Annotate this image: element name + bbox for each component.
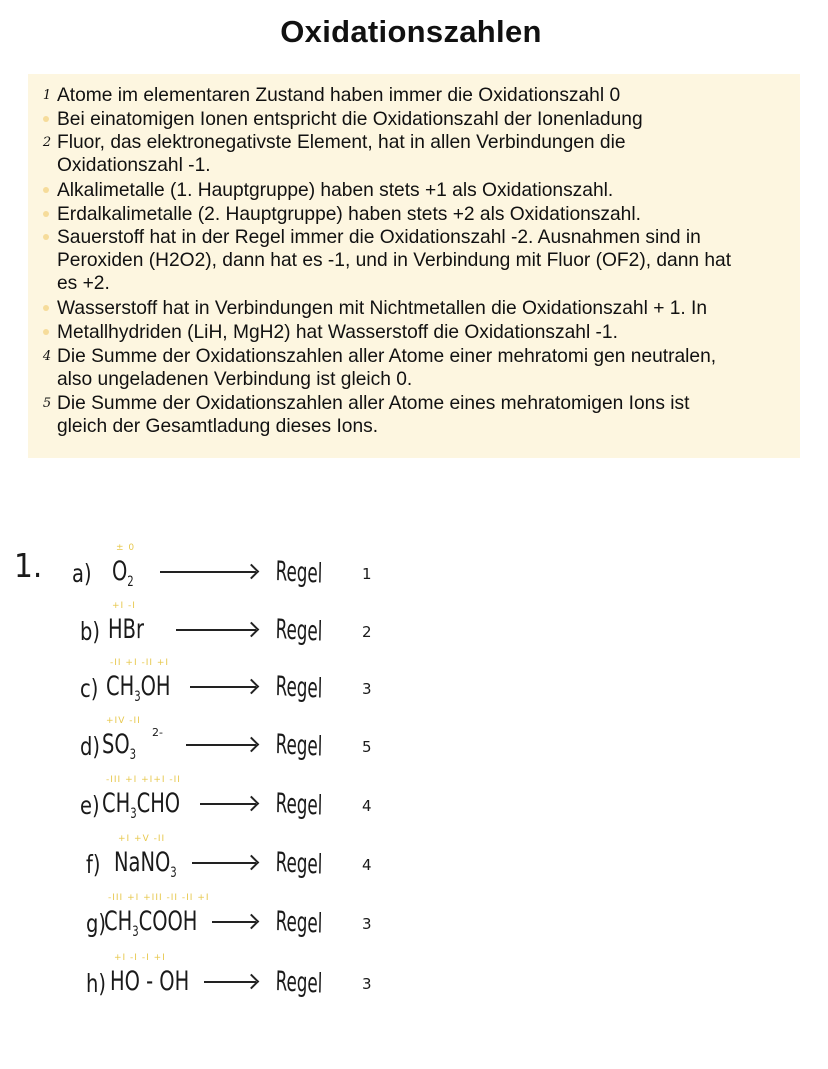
regel-word: Regel	[275, 556, 323, 590]
rule-number: 1	[42, 88, 52, 103]
chemical-formula: $CH_3COOH$	[104, 906, 198, 940]
rule-item	[28, 131, 800, 178]
regel-word: Regel	[275, 847, 323, 881]
rules-box	[28, 74, 800, 458]
rule-item	[28, 179, 800, 203]
rule-text	[57, 345, 792, 391]
arrow-icon	[212, 921, 256, 923]
exercise-row	[0, 545, 828, 603]
rule-number: 2	[42, 135, 52, 151]
regel-word: Regel	[275, 966, 323, 1000]
rule-text	[57, 297, 792, 320]
arrow-icon	[204, 981, 256, 983]
rule-line: also ungeladenen Verbindung ist gleich 0.	[57, 368, 413, 390]
rule-item	[28, 226, 800, 297]
regel-number: 1	[362, 565, 372, 583]
oxidation-numbers: ± 0	[116, 543, 136, 553]
exercise-label: f)	[86, 850, 101, 879]
regel-word: Regel	[275, 614, 323, 648]
rule-line: Peroxiden (H2O2), dann hat es -1, und in Verbindung mit Fluor (OF2), dann hat	[57, 250, 732, 272]
rule-line: Die Summe der Oxidationszahlen aller Atome einer mehratomi gen neutralen,	[57, 345, 717, 367]
regel-number: 4	[362, 856, 372, 874]
oxidation-numbers: -II +I -II +I	[110, 658, 170, 668]
rule-text	[57, 108, 792, 131]
rule-line: Die Summe der Oxidationszahlen aller Atome eines mehratomigen Ions ist	[57, 393, 690, 415]
oxidation-numbers: +I -I -I +I	[114, 953, 166, 963]
exercise-row	[0, 603, 828, 661]
regel-number: 5	[362, 738, 372, 756]
regel-word: Regel	[275, 671, 323, 705]
rule-line: Bei einatomigen Ionen entspricht die Oxidationszahl der Ionenladung	[57, 108, 643, 130]
oxidation-numbers: +I -I	[112, 601, 136, 611]
rule-line: Oxidationszahl -1.	[57, 155, 211, 177]
regel-number: 3	[362, 680, 372, 698]
exercise-label: d)	[80, 732, 100, 761]
oxidation-numbers: -III +I +I+I -II	[106, 775, 181, 785]
rule-item	[28, 84, 800, 108]
rule-line: Metallhydriden (LiH, MgH2) hat Wasserstoff die Oxidationszahl -1.	[57, 322, 618, 343]
rule-item	[28, 297, 800, 321]
bullet-icon	[43, 305, 49, 311]
rule-text	[57, 226, 792, 295]
rule-line: Fluor, das elektronegativste Element, hat in allen Verbindungen die	[57, 132, 626, 154]
regel-number: 2	[362, 623, 372, 641]
arrow-icon	[192, 862, 256, 864]
bullet-icon	[43, 329, 49, 335]
exercise-label: e)	[80, 791, 100, 820]
chemical-formula: $O_2$	[112, 556, 134, 590]
rule-line: Wasserstoff hat in Verbindungen mit Nichtmetallen die Oxidationszahl + 1. In	[57, 298, 708, 320]
regel-number: 3	[362, 915, 372, 933]
rule-text	[57, 131, 792, 177]
rule-text	[57, 321, 792, 344]
regel-number: 4	[362, 797, 372, 815]
exercise-label: a)	[72, 559, 92, 588]
rule-number: 5	[42, 396, 52, 412]
rule-line: Atome im elementaren Zustand haben immer die Oxidationszahl 0	[57, 85, 621, 106]
arrow-icon	[186, 744, 256, 746]
exercise-row	[0, 718, 828, 776]
chemical-formula: $CH_3OH$	[106, 671, 171, 705]
exercise-row	[0, 955, 828, 1013]
rule-item	[28, 392, 800, 439]
chemical-formula: $SO_3$	[102, 729, 137, 763]
rule-text	[57, 203, 792, 226]
rule-item	[28, 203, 800, 227]
rule-line: es +2.	[57, 273, 110, 295]
exercise-row	[0, 777, 828, 835]
bullet-icon	[43, 211, 49, 217]
page-title: Oxidationszahlen	[280, 14, 542, 49]
rule-text	[57, 84, 792, 107]
bullet-icon	[43, 187, 49, 193]
rule-item	[28, 345, 800, 392]
rule-item	[28, 321, 800, 345]
exercise-row	[0, 836, 828, 894]
rule-line: Alkalimetalle (1. Hauptgruppe) haben stets +1 als Oxidationszahl.	[57, 179, 614, 201]
oxidation-numbers: -III +I +III -II -II +I	[108, 893, 210, 903]
exercise-label: c)	[80, 674, 99, 703]
chemical-formula: $CH_3CHO$	[102, 788, 181, 822]
ion-charge: 2-	[152, 726, 163, 739]
arrow-icon	[190, 686, 256, 688]
chemical-formula: HO - OH	[110, 966, 190, 997]
arrow-icon	[176, 629, 256, 631]
rule-line: gleich der Gesamtladung dieses Ions.	[57, 416, 379, 438]
exercise-label: g)	[86, 909, 106, 938]
regel-word: Regel	[275, 788, 323, 822]
oxidation-numbers: +IV -II	[106, 716, 141, 726]
arrow-icon	[200, 803, 256, 805]
rule-line: Sauerstoff hat in der Regel immer die Oxidationszahl -2. Ausnahmen sind in	[57, 227, 701, 249]
rule-text	[57, 392, 792, 438]
chemical-formula: NaNO$_3$	[114, 847, 177, 881]
exercise-number: 1.	[14, 546, 43, 585]
regel-number: 3	[362, 975, 372, 993]
exercise-row	[0, 895, 828, 953]
rule-line: Erdalkalimetalle (2. Hauptgruppe) haben stets +2 als Oxidationszahl.	[57, 203, 641, 225]
exercise-row	[0, 660, 828, 718]
regel-word: Regel	[275, 729, 323, 763]
chemical-formula: HBr	[108, 614, 144, 645]
exercise-label: h)	[86, 969, 106, 998]
rule-text	[57, 179, 792, 202]
rule-number: 4	[42, 348, 52, 364]
bullet-icon	[43, 234, 49, 240]
oxidation-numbers: +I +V -II	[118, 834, 166, 844]
arrow-icon	[160, 571, 256, 573]
regel-word: Regel	[275, 906, 323, 940]
rule-item	[28, 108, 800, 132]
exercise-label: b)	[80, 617, 100, 646]
bullet-icon	[43, 116, 49, 122]
